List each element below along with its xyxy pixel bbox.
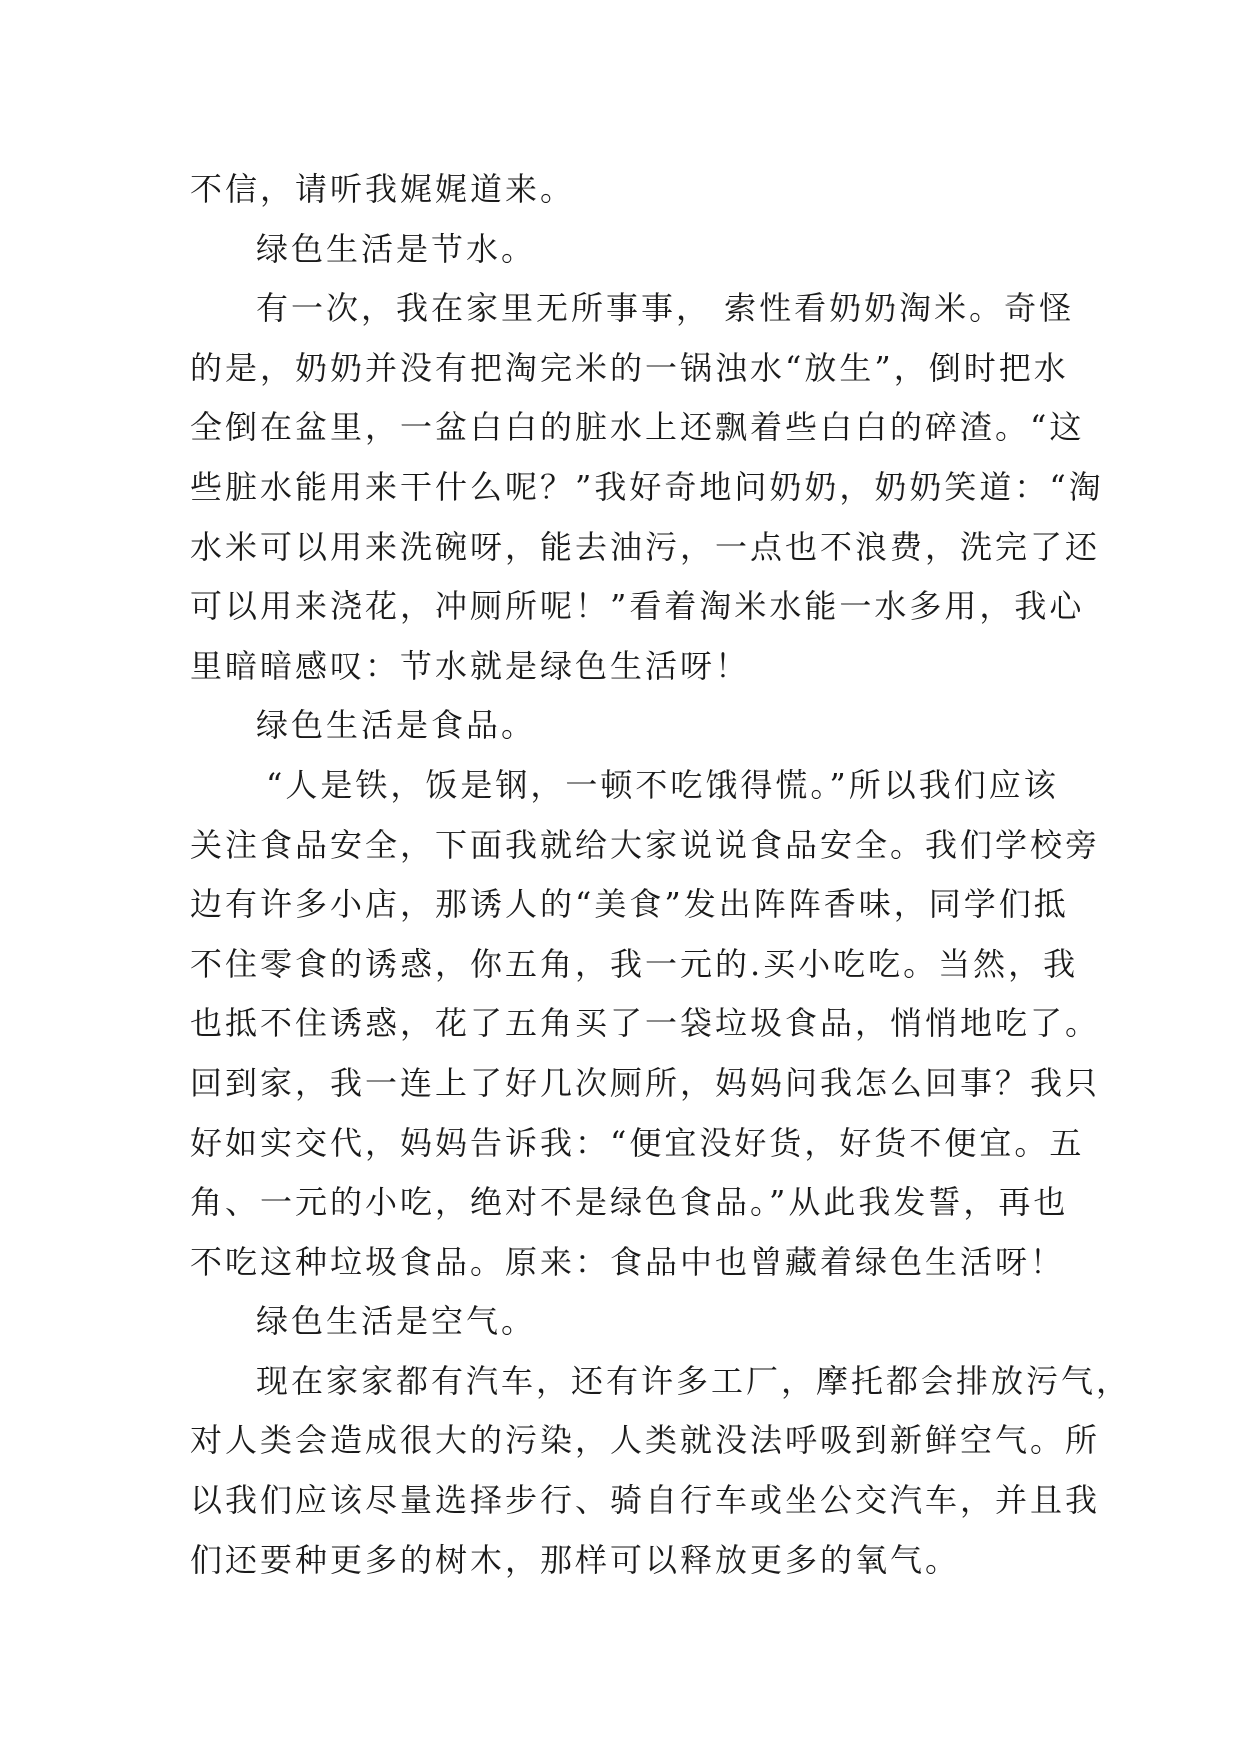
text-line: 全倒在盆里，一盆白白的脏水上还飘着些白白的碎渣。“这 (190, 408, 1085, 447)
text-line: 不吃这种垃圾食品。原来：食品中也曾藏着绿色生活呀！ (190, 1242, 1066, 1281)
text-line: 些脏水能用来干什么呢？”我好奇地问奶奶，奶奶笑道：“淘 (190, 467, 1104, 506)
text-line: 关注食品安全，下面我就给大家说说食品安全。我们学校旁 (190, 825, 1101, 864)
document-page (190, 160, 1132, 1590)
text-line: 对人类会造成很大的污染，人类就没法呼吸到新鲜空气。所 (190, 1421, 1101, 1460)
text-line: 回到家，我一连上了好几次厕所，妈妈问我怎么回事？我只 (190, 1063, 1101, 1102)
section-heading: 绿色生活是食品。 (256, 706, 537, 745)
text-line: 边有许多小店，那诱人的“美食”发出阵阵香味，同学们抵 (190, 885, 1069, 924)
text-line: 的是，奶奶并没有把淘完米的一锅浊水“放生”，倒时把水 (190, 348, 1069, 387)
section-heading: 绿色生活是节水。 (256, 229, 537, 268)
text-line: 不住零食的诱惑，你五角，我一元的.买小吃吃。当然，我 (190, 944, 1079, 983)
text-line: 也抵不住诱惑，花了五角买了一袋垃圾食品，悄悄地吃了。 (190, 1004, 1101, 1043)
text-line: 现在家家都有汽车，还有许多工厂，摩托都会排放污气， (256, 1361, 1132, 1400)
text-line: “人是铁，饭是钢，一顿不吃饿得慌。”所以我们应该 (266, 765, 1059, 804)
text-line: 里暗暗感叹：节水就是绿色生活呀！ (190, 646, 751, 685)
section-heading: 绿色生活是空气。 (256, 1302, 537, 1341)
text-line: 角、一元的小吃，绝对不是绿色食品。”从此我发誓，再也 (190, 1183, 1069, 1222)
text-line: 好如实交代，妈妈告诉我：“便宜没好货，好货不便宜。五 (190, 1123, 1085, 1162)
text-line: 以我们应该尽量选择步行、骑自行车或坐公交汽车，并且我 (190, 1481, 1101, 1520)
text-line: 有一次，我在家里无所事事， 索性看奶奶淘米。奇怪 (256, 289, 1075, 328)
text-line: 不信，请听我娓娓道来。 (190, 170, 576, 208)
text-line: 水米可以用来洗碗呀，能去油污，一点也不浪费，洗完了还 (190, 527, 1101, 566)
text-line: 们还要种更多的树木，那样可以释放更多的氧气。 (190, 1540, 961, 1579)
text-line: 可以用来浇花，冲厕所呢！”看着淘米水能一水多用，我心 (190, 587, 1085, 626)
